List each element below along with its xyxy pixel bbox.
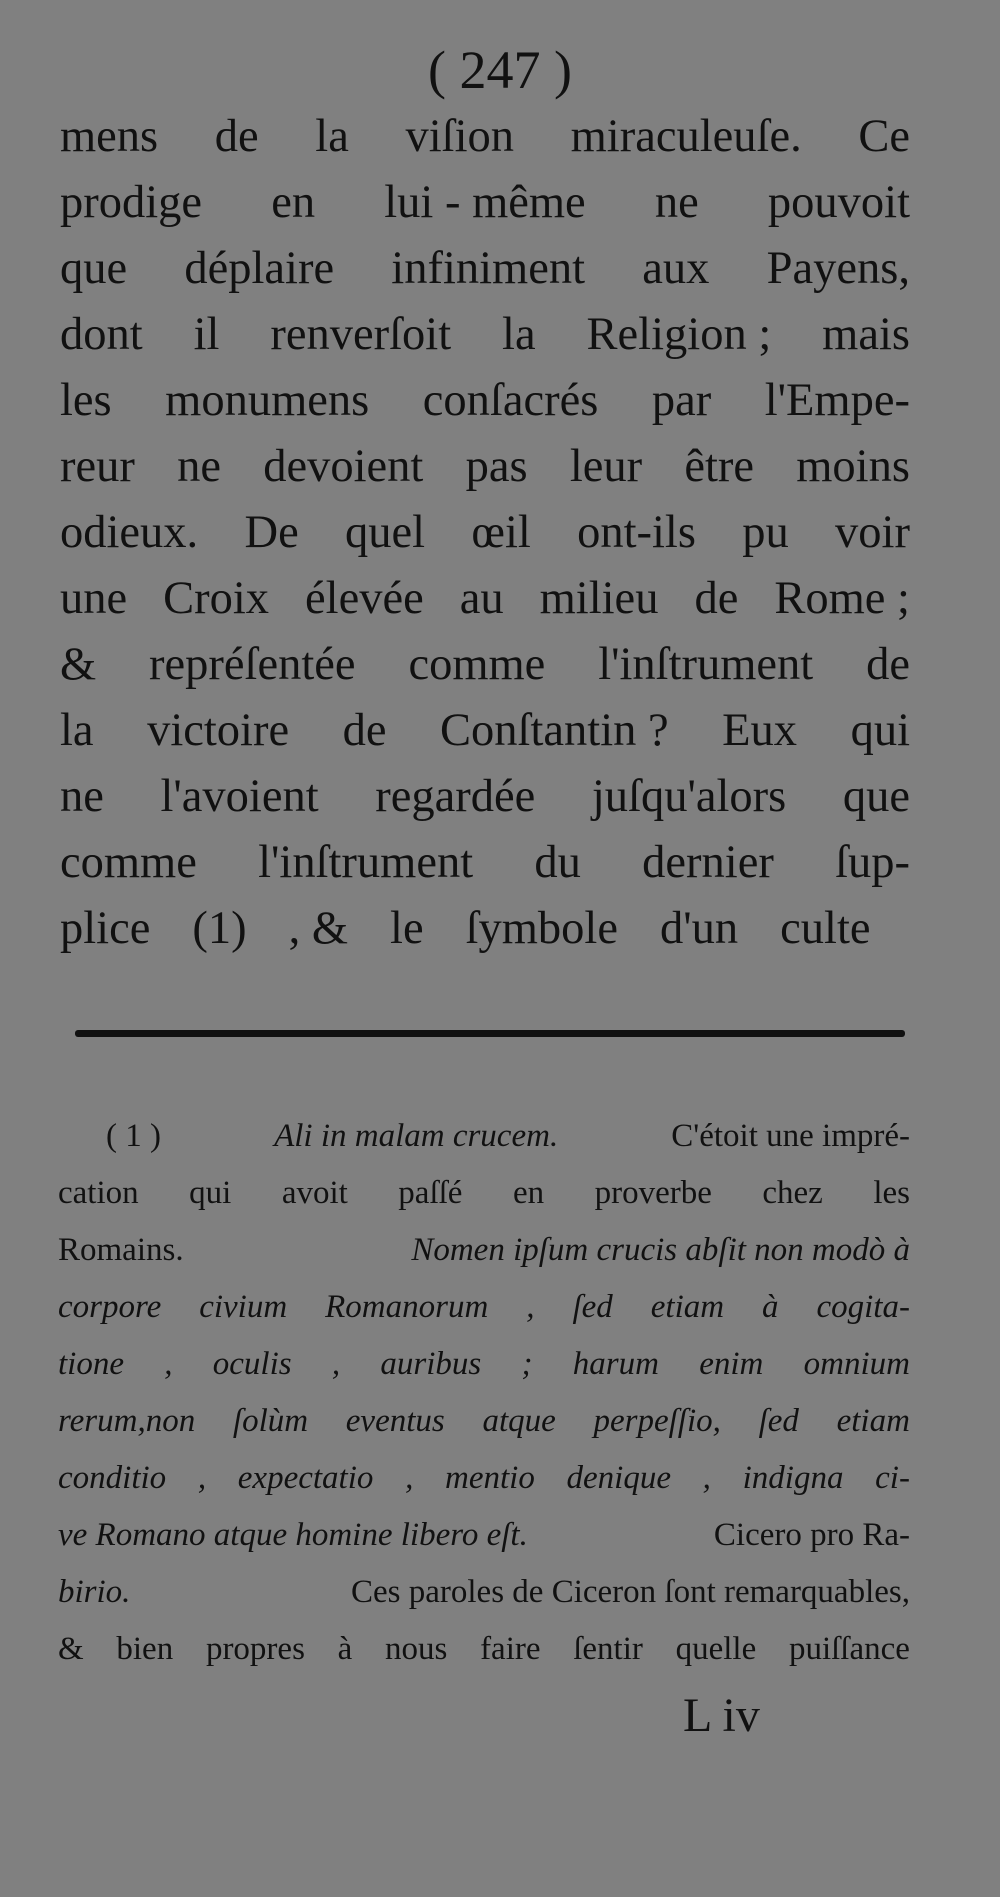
text-line xyxy=(60,170,910,236)
word: la xyxy=(60,705,94,756)
footnote-line xyxy=(58,1222,910,1279)
word: qui xyxy=(189,1175,232,1211)
word: & xyxy=(60,639,97,690)
footnote-line xyxy=(58,1564,910,1621)
text-line xyxy=(60,368,910,434)
word: ne xyxy=(177,441,221,492)
word: de xyxy=(866,639,910,690)
word: ne xyxy=(60,771,104,822)
word: pas xyxy=(465,441,528,492)
word: atque xyxy=(482,1403,556,1439)
word: repréſentée xyxy=(149,639,356,690)
footnote-latin-phrase: Ali in malam crucem. xyxy=(274,1118,559,1154)
word: harum xyxy=(572,1346,659,1382)
word: puiſſance xyxy=(788,1631,910,1667)
word: être xyxy=(684,441,755,492)
word: , xyxy=(405,1460,414,1496)
footnote-latin-quote: ve Romano atque homine libero eſt. xyxy=(58,1517,528,1553)
footnote-line xyxy=(58,1165,910,1222)
word: paſſé xyxy=(398,1175,463,1211)
word: etiam xyxy=(836,1403,910,1439)
word: en xyxy=(271,177,316,228)
text-line xyxy=(60,236,910,302)
word: ſup- xyxy=(835,837,910,888)
word: l'inſtrument xyxy=(598,639,814,690)
text-line xyxy=(60,434,910,500)
word: que xyxy=(842,771,910,822)
word: ; xyxy=(521,1346,533,1382)
footnote-latin-quote: Nomen ipſum crucis abſit non modò à xyxy=(411,1232,910,1268)
text-line xyxy=(60,830,910,896)
word: ſentir xyxy=(573,1631,643,1667)
word: ſolùm xyxy=(232,1403,309,1439)
word: civium xyxy=(199,1289,288,1325)
footnote-citation: Cicero pro Ra- xyxy=(713,1517,910,1553)
word: faire xyxy=(480,1631,541,1667)
word: pouvoit xyxy=(767,177,910,228)
word: leur xyxy=(569,441,643,492)
word: (1) xyxy=(192,903,247,954)
word: reur xyxy=(60,441,135,492)
word: voir xyxy=(835,507,910,558)
word: à xyxy=(762,1289,779,1325)
word: miraculeuſe. xyxy=(570,111,802,162)
word: ſymbole xyxy=(465,903,618,954)
signature-mark: L iv xyxy=(683,1689,760,1742)
footnote-text: C'étoit une impré- xyxy=(671,1118,910,1154)
word: plice xyxy=(60,903,151,954)
footnote-line xyxy=(58,1507,910,1564)
footnote-line xyxy=(58,1108,910,1165)
word: Eux xyxy=(722,705,798,756)
word: corpore xyxy=(58,1289,162,1325)
word: lui - même xyxy=(384,177,586,228)
word: nous xyxy=(385,1631,448,1667)
text-line xyxy=(60,104,910,170)
footnote-separator-rule xyxy=(75,1030,905,1037)
main-text xyxy=(60,104,910,962)
word: oculis xyxy=(212,1346,292,1382)
word: chez xyxy=(762,1175,823,1211)
word: culte xyxy=(780,903,871,954)
word: odieux. xyxy=(60,507,199,558)
word: ſed xyxy=(572,1289,613,1325)
word: qui xyxy=(850,705,910,756)
word: l'inſtrument xyxy=(258,837,474,888)
word: la xyxy=(315,111,349,162)
word: moins xyxy=(796,441,910,492)
footnote-line xyxy=(58,1336,910,1393)
word: bien xyxy=(116,1631,174,1667)
word: infiniment xyxy=(391,243,586,294)
word: l'Empe- xyxy=(764,375,910,426)
word: , xyxy=(331,1346,341,1382)
word: avoit xyxy=(281,1175,348,1211)
word: comme xyxy=(60,837,197,888)
word: par xyxy=(651,375,712,426)
word: quel xyxy=(345,507,426,558)
word: , xyxy=(197,1460,207,1496)
page-number: ( 247 ) xyxy=(428,40,572,100)
word: , xyxy=(164,1346,173,1382)
word: au xyxy=(459,573,504,624)
word: d'un xyxy=(660,903,739,954)
word: les xyxy=(873,1175,910,1211)
word: ci- xyxy=(875,1460,910,1496)
word: renverſoit xyxy=(270,309,452,360)
word: milieu xyxy=(539,573,659,624)
word: une xyxy=(60,573,128,624)
word: Religion ; xyxy=(586,309,772,360)
word: conditio xyxy=(58,1460,167,1496)
word: aux xyxy=(642,243,710,294)
footnote-marker: ( 1 ) xyxy=(106,1118,161,1154)
word: etiam xyxy=(650,1289,725,1325)
word: la xyxy=(502,309,536,360)
footnote-line xyxy=(58,1450,910,1507)
word: de xyxy=(214,111,259,162)
word: , & xyxy=(288,903,349,954)
word: dernier xyxy=(642,837,774,888)
word: juſqu'alors xyxy=(591,771,787,822)
word: enim xyxy=(699,1346,764,1382)
word: de xyxy=(342,705,387,756)
word: Payens, xyxy=(766,243,910,294)
word: l'avoient xyxy=(160,771,319,822)
word: propres xyxy=(205,1631,305,1667)
word: , xyxy=(702,1460,711,1496)
word: devoient xyxy=(263,441,424,492)
word: en xyxy=(512,1175,545,1211)
text-line xyxy=(60,764,910,830)
word: cation xyxy=(58,1175,139,1211)
word: mais xyxy=(822,309,910,360)
text-line xyxy=(60,500,910,566)
word: il xyxy=(193,309,220,360)
word: quelle xyxy=(675,1631,757,1667)
word: dont xyxy=(60,309,143,360)
word: élevée xyxy=(305,573,424,624)
word: victoire xyxy=(147,705,290,756)
word: denique xyxy=(566,1460,671,1496)
word: Ce xyxy=(858,111,910,162)
word: déplaire xyxy=(184,243,335,294)
word: mens xyxy=(60,111,159,162)
footnote-line xyxy=(58,1621,910,1678)
footnote xyxy=(58,1108,910,1678)
word: regardée xyxy=(375,771,536,822)
word: auribus xyxy=(380,1346,482,1382)
word: Croix xyxy=(163,573,270,624)
word: le xyxy=(390,903,424,954)
footnote-text: Romains. xyxy=(58,1232,184,1268)
text-line xyxy=(60,632,910,698)
word: de xyxy=(694,573,739,624)
text-line xyxy=(60,698,910,764)
word: , xyxy=(526,1289,535,1325)
word: De xyxy=(244,507,299,558)
footnote-citation-italic: birio. xyxy=(58,1574,131,1610)
word: ne xyxy=(654,177,699,228)
word: rerum,non xyxy=(58,1403,196,1439)
word: proverbe xyxy=(594,1175,712,1211)
word: comme xyxy=(408,639,546,690)
word: Rome ; xyxy=(774,573,910,624)
word: Romanorum xyxy=(325,1289,489,1325)
word: perpeſſio, xyxy=(593,1403,721,1439)
word: ſed xyxy=(758,1403,799,1439)
word: eventus xyxy=(345,1403,445,1439)
text-line xyxy=(60,896,910,962)
word: prodige xyxy=(60,177,203,228)
word: & xyxy=(58,1631,84,1667)
footnote-text: Ces paroles de Ciceron ſont remarquables, xyxy=(351,1574,910,1610)
word: œil xyxy=(471,507,531,558)
text-line xyxy=(60,302,910,368)
footnote-line xyxy=(58,1393,910,1450)
word: cogita- xyxy=(816,1289,910,1325)
word: du xyxy=(534,837,581,888)
word: Conſtantin ? xyxy=(440,705,669,756)
word: ont-ils xyxy=(577,507,696,558)
word: tione xyxy=(58,1346,124,1382)
word: conſacrés xyxy=(422,375,599,426)
word: mentio xyxy=(445,1460,535,1496)
word: omnium xyxy=(803,1346,910,1382)
word: viſion xyxy=(405,111,514,162)
word: expectatio xyxy=(237,1460,374,1496)
footnote-line xyxy=(58,1279,910,1336)
word: que xyxy=(60,243,128,294)
word: les xyxy=(60,375,112,426)
word: à xyxy=(337,1631,353,1667)
word: indigna xyxy=(742,1460,844,1496)
word: monumens xyxy=(165,375,370,426)
word: pu xyxy=(742,507,789,558)
text-line xyxy=(60,566,910,632)
